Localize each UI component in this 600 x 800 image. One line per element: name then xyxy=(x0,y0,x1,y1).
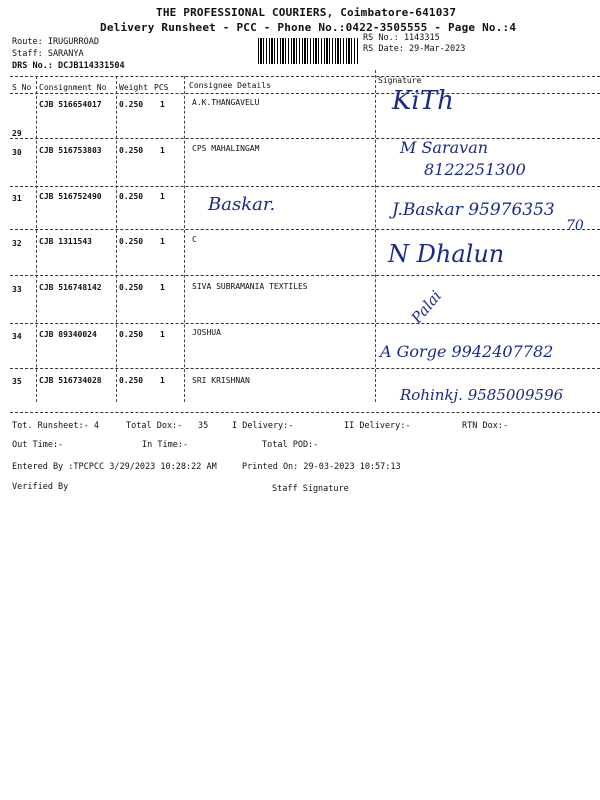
out-time: Out Time:- xyxy=(12,440,64,450)
row-weight: 0.250 xyxy=(119,100,144,109)
table-top-rule xyxy=(10,76,600,77)
row-sno: 34 xyxy=(12,332,22,341)
rtn-dox: RTN Dox:- xyxy=(462,421,509,431)
row-consignment: CJB 89340024 xyxy=(39,330,97,339)
entered-by: Entered By :TPCPCC 3/29/2023 10:28:22 AM xyxy=(12,462,217,472)
barcode xyxy=(258,38,358,64)
row-weight: 0.250 xyxy=(119,146,144,155)
row-consignee: SIVA SUBRAMANIA TEXTILES xyxy=(192,282,308,291)
ii-delivery: II Delivery:- xyxy=(344,421,411,431)
phone-30: 8122251300 xyxy=(424,160,526,179)
rs-date: RS Date: 29-Mar-2023 xyxy=(363,44,466,54)
handwritten-name-31: Baskar. xyxy=(208,194,276,215)
signature-34: A Gorge 9942407782 xyxy=(380,342,554,361)
row-consignment: CJB 516748142 xyxy=(39,283,102,292)
row-consignee: C xyxy=(192,235,197,244)
col-header-consignee: Consignee Details xyxy=(189,81,271,90)
row-divider xyxy=(10,138,600,139)
row-divider xyxy=(10,186,600,187)
verified-by: Verified By xyxy=(12,482,69,492)
signature-29: KiTh xyxy=(392,86,454,116)
row-consignment: CJB 516654017 xyxy=(39,100,102,109)
tot-runsheet: Tot. Runsheet:- 4 xyxy=(12,421,99,431)
route-text: Route: IRUGURROAD xyxy=(12,37,99,47)
col-divider xyxy=(375,70,376,402)
col-divider xyxy=(36,76,37,402)
row-pcs: 1 xyxy=(160,330,165,339)
row-sno: 31 xyxy=(12,194,22,203)
row-divider xyxy=(10,323,600,324)
in-time: In Time:- xyxy=(142,440,189,450)
signature-35: Rohinkj. 9585009596 xyxy=(400,386,564,404)
row-pcs: 1 xyxy=(160,192,165,201)
row-weight: 0.250 xyxy=(119,237,144,246)
row-pcs: 1 xyxy=(160,100,165,109)
row-consignee: JOSHUA xyxy=(192,328,221,337)
row-consignment: CJB 516752490 xyxy=(39,192,102,201)
row-sno: 29 xyxy=(12,129,22,138)
total-pod: Total POD:- xyxy=(262,440,319,450)
row-divider xyxy=(10,368,600,369)
table-bottom-rule xyxy=(10,412,600,413)
row-weight: 0.250 xyxy=(119,376,144,385)
row-weight: 0.250 xyxy=(119,283,144,292)
rs-number: RS No.: 1143315 xyxy=(363,33,440,43)
company-title: THE PROFESSIONAL COURIERS, Coimbatore-641037 xyxy=(156,6,457,19)
col-header-pcs: PCS xyxy=(154,83,169,92)
row-pcs: 1 xyxy=(160,237,165,246)
drs-number: DRS No.: DCJB114331504 xyxy=(12,61,125,71)
col-header-sno: S No xyxy=(12,83,32,92)
row-consignment: CJB 516734028 xyxy=(39,376,102,385)
signature-32: N Dhalun xyxy=(388,240,505,268)
row-divider xyxy=(10,229,600,230)
signature-31-tail: 70 xyxy=(566,218,584,234)
row-consignee: A.K.THANGAVELU xyxy=(192,98,260,107)
staff-text: Staff: SARANYA xyxy=(12,49,84,59)
row-sno: 33 xyxy=(12,285,22,294)
signature-30: M Saravan xyxy=(400,138,489,157)
col-divider xyxy=(184,76,185,402)
signature-31: J.Baskar 95976353 xyxy=(392,200,555,220)
row-pcs: 1 xyxy=(160,283,165,292)
col-header-signature: Signature xyxy=(378,76,422,85)
total-dox-label: Total Dox:- xyxy=(126,421,183,431)
table-header-rule xyxy=(10,93,600,94)
row-pcs: 1 xyxy=(160,146,165,155)
row-weight: 0.250 xyxy=(119,330,144,339)
row-consignee: CPS MAHALINGAM xyxy=(192,144,260,153)
row-consignment: CJB 1311543 xyxy=(39,237,92,246)
row-pcs: 1 xyxy=(160,376,165,385)
printed-on: Printed On: 29-03-2023 10:57:13 xyxy=(242,462,401,472)
runsheet-title: Delivery Runsheet - PCC - Phone No.:0422-3505555 - Page No.:4 xyxy=(100,21,517,34)
col-divider xyxy=(116,76,117,402)
total-dox-value: 35 xyxy=(198,421,209,431)
col-header-weight: Weight xyxy=(119,83,148,92)
row-weight: 0.250 xyxy=(119,192,144,201)
staff-signature: Staff Signature xyxy=(272,484,349,494)
row-sno: 30 xyxy=(12,148,22,157)
row-sno: 32 xyxy=(12,239,22,248)
row-consignment: CJB 516753803 xyxy=(39,146,102,155)
row-consignee: SRI KRISHNAN xyxy=(192,376,250,385)
signature-33: Palai xyxy=(407,287,446,327)
row-sno: 35 xyxy=(12,377,22,386)
i-delivery: I Delivery:- xyxy=(232,421,294,431)
col-header-consignment: Consignment No xyxy=(39,83,107,92)
row-divider xyxy=(10,275,600,276)
